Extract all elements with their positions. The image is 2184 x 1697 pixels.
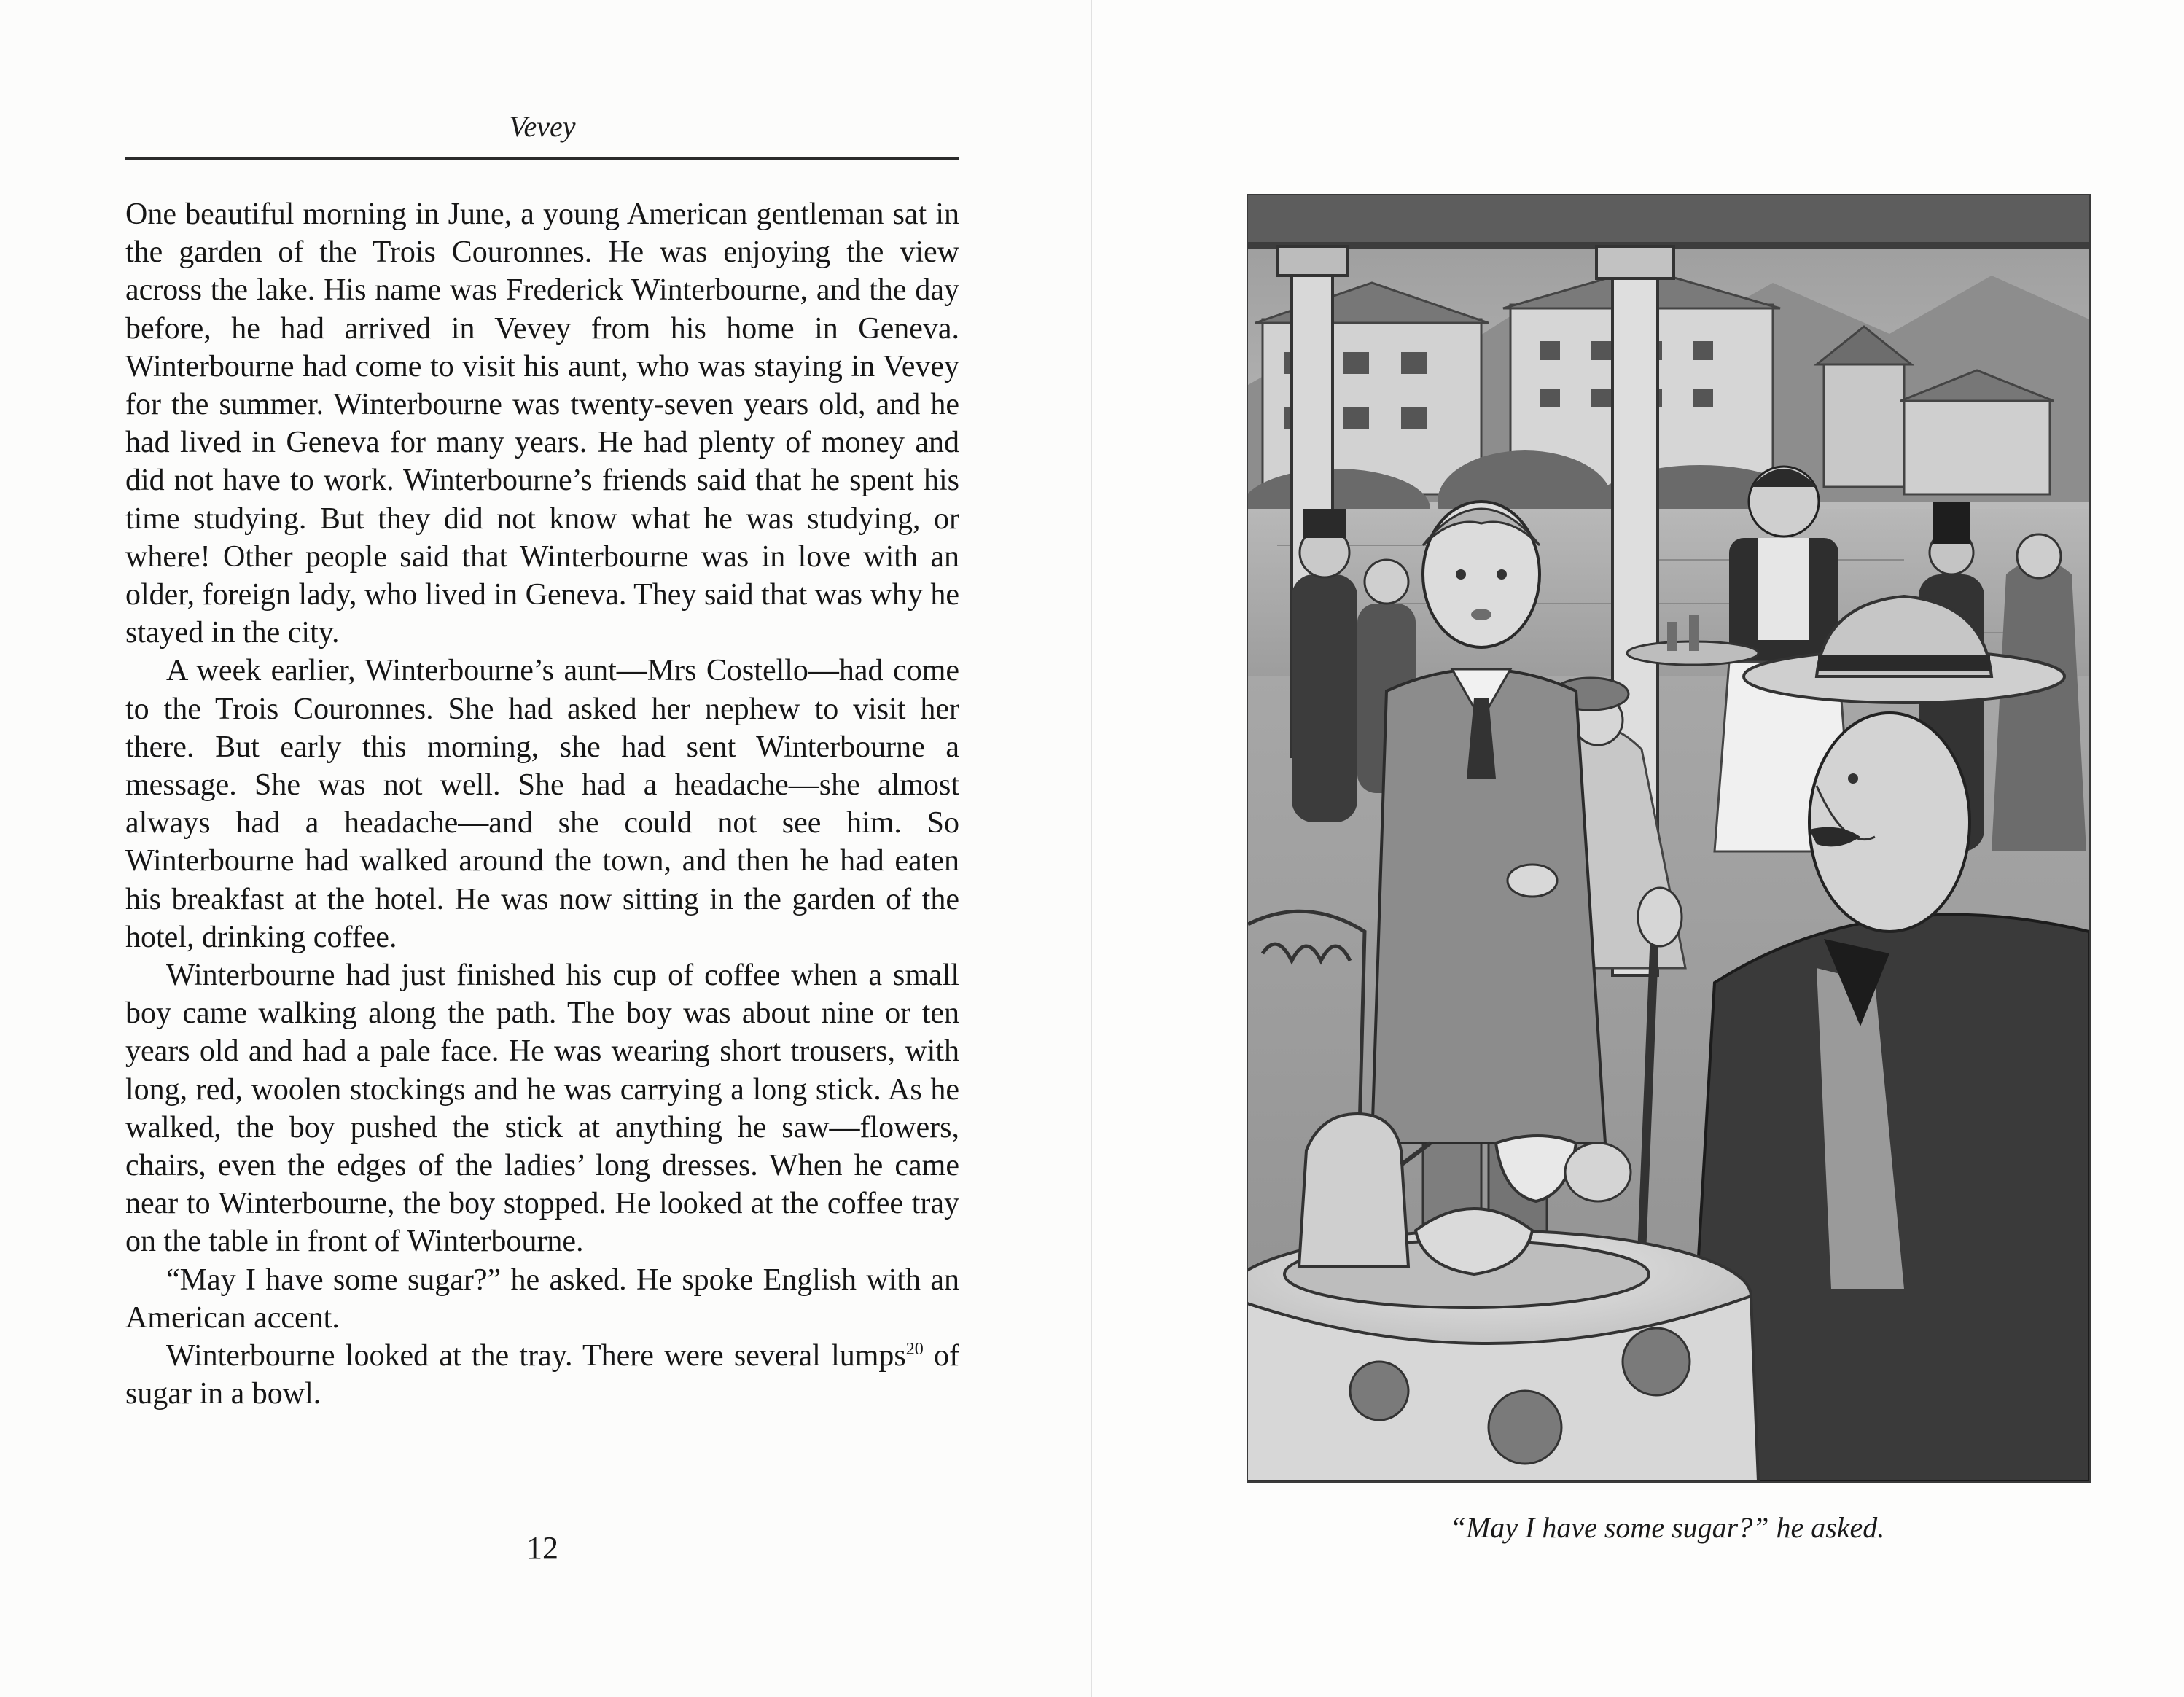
header-rule [125, 157, 959, 160]
footnote-marker[interactable]: 20 [905, 1340, 924, 1359]
paragraph-5 [125, 1337, 959, 1413]
canopy [1248, 195, 2089, 246]
illustration [1247, 194, 2091, 1483]
paragraph-4: “May I have some sugar?” he asked. He spoke English with an American accent. [125, 1263, 959, 1335]
page-number: 12 [526, 1530, 558, 1566]
illustration-caption: “May I have some sugar?” he asked. [1449, 1511, 1885, 1544]
paragraph-5-text-end: of sugar in a bowl. [125, 1339, 959, 1411]
illustration-drawing [1248, 195, 2089, 1481]
running-head: Vevey [509, 110, 576, 143]
right-page [1092, 0, 2184, 1697]
paragraph-2: A week earlier, Winterbourne’s aunt—Mrs Costello—had come to the Trois Couronnes. She had asked her nephew to visit her there. But early this morning, she had sent Winterbourne a message. She was not well. She had a headache—she almost always had a headache—and she could not see him. So Winterbourne had walked around the town, and then he had eaten his breakfast at the hotel. He was now sitting in the garden of the hotel, drinking coffee. [125, 654, 959, 954]
body-text [125, 195, 959, 1413]
paragraph-5-text: Winterbourne looked at the tray. There were several lumps [166, 1339, 906, 1373]
paragraph-3: Winterbourne had just finished his cup of coffee when a small boy came walking along the path. The boy was about nine or ten years old and had a pale face. He was wearing short trousers, with long, red, woolen stockings and he was carrying a long stick. As he walked, the boy pushed the stick at anything he saw—flowers, chairs, even the edges of the ladies’ long dresses. When he came near to Winterbourne, the boy stopped. He looked at the coffee tray on the table in front of Winterbourne. [125, 959, 959, 1259]
paragraph-1: One beautiful morning in June, a young American gentleman sat in the garden of the Trois Couronnes. He was enjoying the view across the lake. His name was Frederick Winterbourne, and the day before, he had arrived in Vevey from his home in Geneva. Winterbourne had come to visit his aunt, who was staying in Vevey for the summer. Winterbourne was twenty-seven years old, and he had lived in Geneva for many years. He had plenty of money and did not have to work. Winterbourne’s friends said that he spent his time studying. But they did not know what he was studying, or where! Other people said that Winterbourne was in love with an older, foreign lady, who lived in Geneva. They said that was why he stayed in the city. [125, 198, 959, 650]
